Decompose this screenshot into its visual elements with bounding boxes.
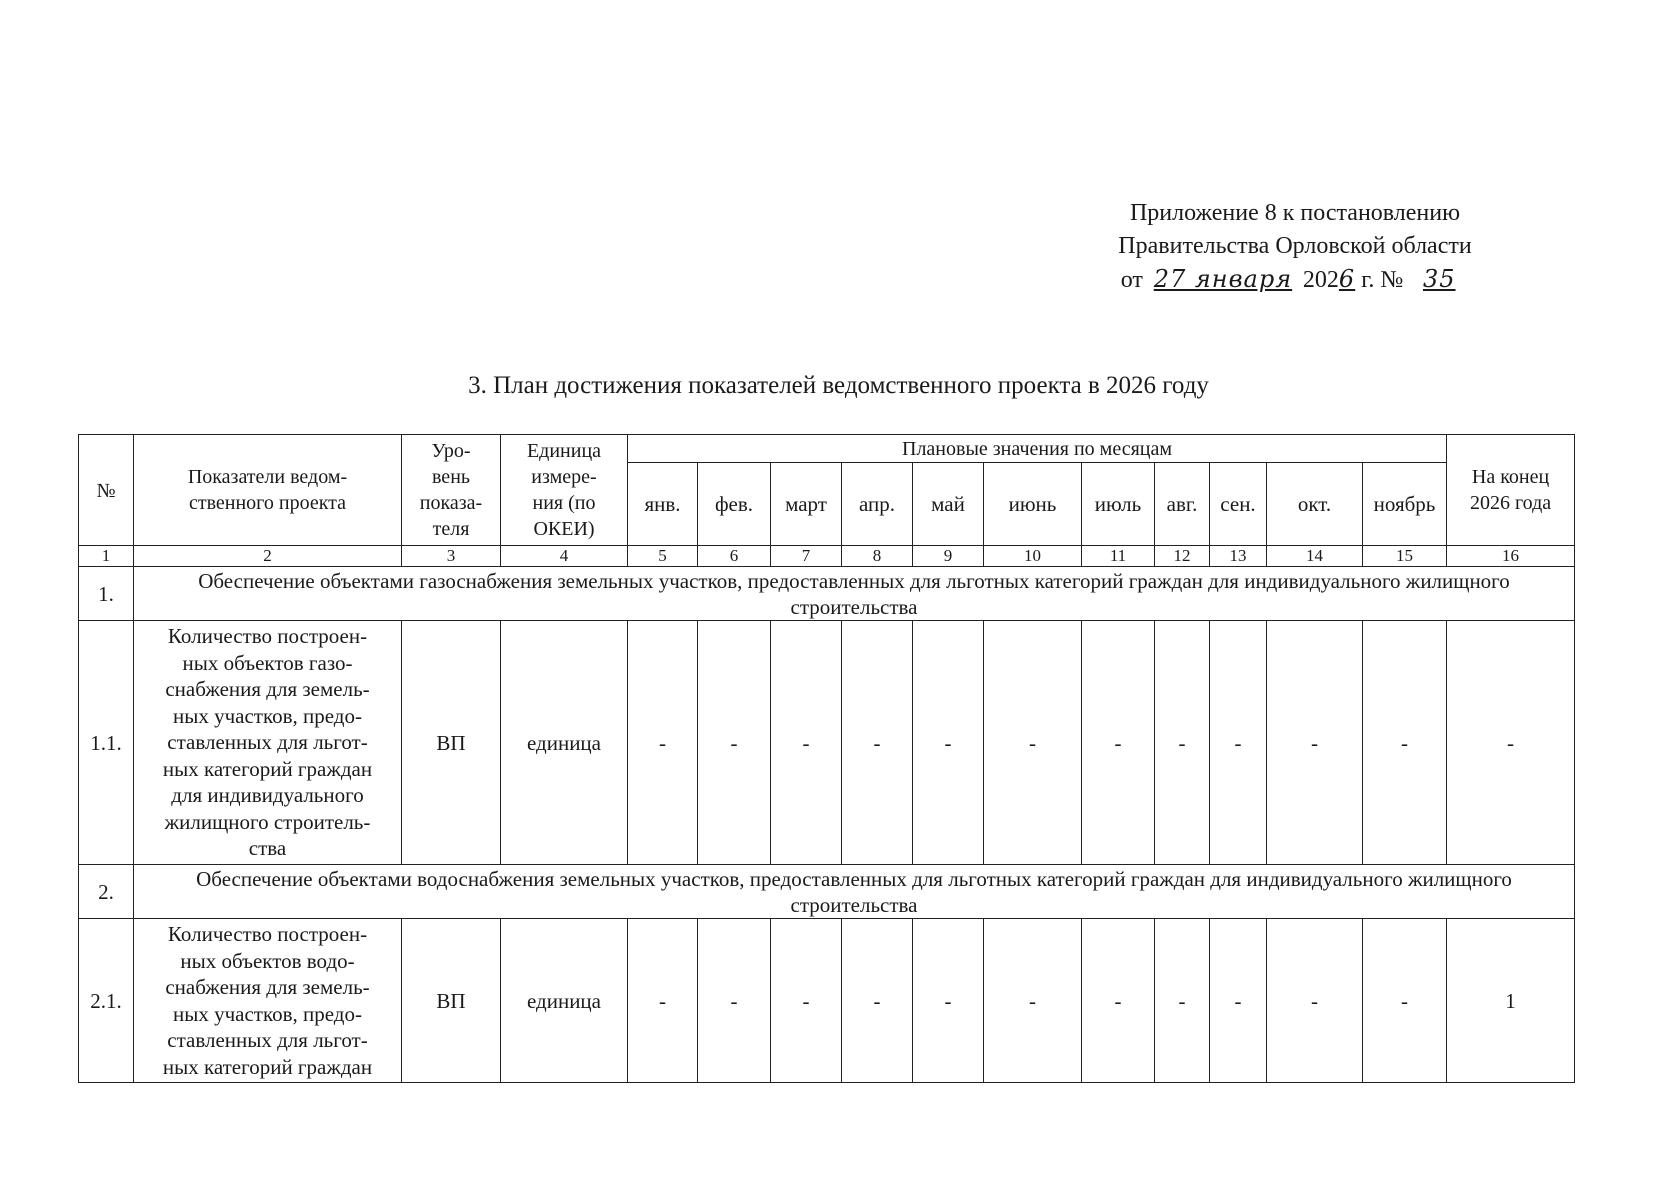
handwritten-number: 35 [1422, 265, 1456, 293]
table-header-row [79, 435, 1575, 463]
indicator-level: ВП [402, 621, 501, 865]
column-number: 3 [402, 546, 501, 567]
indicator-row [79, 621, 1575, 865]
column-number: 11 [1082, 546, 1155, 567]
section-number: 2. [79, 865, 134, 919]
column-number: 14 [1267, 546, 1363, 567]
header-month: март [771, 463, 842, 546]
column-number: 12 [1155, 546, 1210, 567]
section-row [79, 567, 1575, 621]
end-of-year-value: 1 [1447, 919, 1575, 1083]
month-value: - [842, 621, 913, 865]
header-month: июль [1082, 463, 1155, 546]
header-month: сен. [1210, 463, 1267, 546]
month-value: - [984, 919, 1082, 1083]
month-value: - [698, 621, 771, 865]
indicator-name: Количество построен- ных объектов газо- снабжения для земель- ных участков, предо- ставленных для льгот- ных категорий граждан для индивидуального жилищного строитель- ства [134, 621, 402, 865]
indicator-name: Количество построен- ных объектов водо- снабжения для земель- ных участков, предо- ставленных для льгот- ных категорий граждан [134, 919, 402, 1083]
header-indicator: Показатели ведом- ственного проекта [134, 435, 402, 546]
column-number: 13 [1210, 546, 1267, 567]
month-value: - [984, 621, 1082, 865]
column-number: 6 [698, 546, 771, 567]
indicator-unit: единица [501, 621, 628, 865]
column-numbering-row [79, 546, 1575, 567]
appendix-header [1040, 197, 1550, 297]
indicators-plan-table [78, 434, 1575, 1083]
column-number: 15 [1363, 546, 1447, 567]
header-month: июнь [984, 463, 1082, 546]
header-month: ноябрь [1363, 463, 1447, 546]
month-value: - [628, 919, 698, 1083]
indicator-number: 2.1. [79, 919, 134, 1083]
month-value: - [842, 919, 913, 1083]
month-value: - [698, 919, 771, 1083]
month-value: - [771, 919, 842, 1083]
month-value: - [913, 621, 984, 865]
header-month: окт. [1267, 463, 1363, 546]
appendix-line-1: Приложение 8 к постановлению [1129, 200, 1461, 226]
section-title: Обеспечение объектами газоснабжения земельных участков, предоставленных для льготных категорий граждан для индивидуального жилищного строительства [134, 567, 1575, 621]
appendix-year-print: 202 [1302, 267, 1339, 293]
section-title: Обеспечение объектами водоснабжения земельных участков, предоставленных для льготных категорий граждан для индивидуального жилищного строительства [134, 865, 1575, 919]
header-month: май [913, 463, 984, 546]
month-value: - [1082, 919, 1155, 1083]
section-row [79, 865, 1575, 919]
month-value: - [1267, 621, 1363, 865]
column-number: 4 [501, 546, 628, 567]
indicator-level: ВП [402, 919, 501, 1083]
header-month: янв. [628, 463, 698, 546]
indicator-unit: единица [501, 919, 628, 1083]
month-value: - [913, 919, 984, 1083]
appendix-number-label: г. № [1355, 267, 1410, 293]
header-num: № [79, 435, 134, 546]
column-number: 7 [771, 546, 842, 567]
column-number: 1 [79, 546, 134, 567]
appendix-line-2: Правительства Орловской области [1118, 233, 1472, 259]
handwritten-year-digit: 6 [1338, 265, 1356, 293]
month-value: - [1082, 621, 1155, 865]
month-value: - [1267, 919, 1363, 1083]
header-end-of-year: На конец 2026 года [1447, 435, 1575, 546]
column-number: 8 [842, 546, 913, 567]
column-number: 9 [913, 546, 984, 567]
header-month: фев. [698, 463, 771, 546]
month-value: - [628, 621, 698, 865]
indicator-row [79, 919, 1575, 1083]
indicator-number: 1.1. [79, 621, 134, 865]
month-value: - [1155, 621, 1210, 865]
header-level: Уро- вень показа- теля [402, 435, 501, 546]
appendix-date-prefix: от [1120, 267, 1143, 293]
header-monthly-values: Плановые значения по месяцам [628, 435, 1447, 463]
column-number: 5 [628, 546, 698, 567]
handwritten-date: 27 января [1153, 265, 1293, 293]
month-value: - [1210, 621, 1267, 865]
column-number: 16 [1447, 546, 1575, 567]
column-number: 2 [134, 546, 402, 567]
end-of-year-value: - [1447, 621, 1575, 865]
month-value: - [1155, 919, 1210, 1083]
column-number: 10 [984, 546, 1082, 567]
month-value: - [771, 621, 842, 865]
month-value: - [1363, 919, 1447, 1083]
section-number: 1. [79, 567, 134, 621]
appendix-line-3 [1040, 263, 1550, 297]
month-value: - [1363, 621, 1447, 865]
header-month: авг. [1155, 463, 1210, 546]
month-value: - [1210, 919, 1267, 1083]
header-month: апр. [842, 463, 913, 546]
header-unit: Единица измере- ния (по ОКЕИ) [501, 435, 628, 546]
document-title: 3. План достижения показателей ведомственного проекта в 2026 году [468, 372, 1209, 399]
